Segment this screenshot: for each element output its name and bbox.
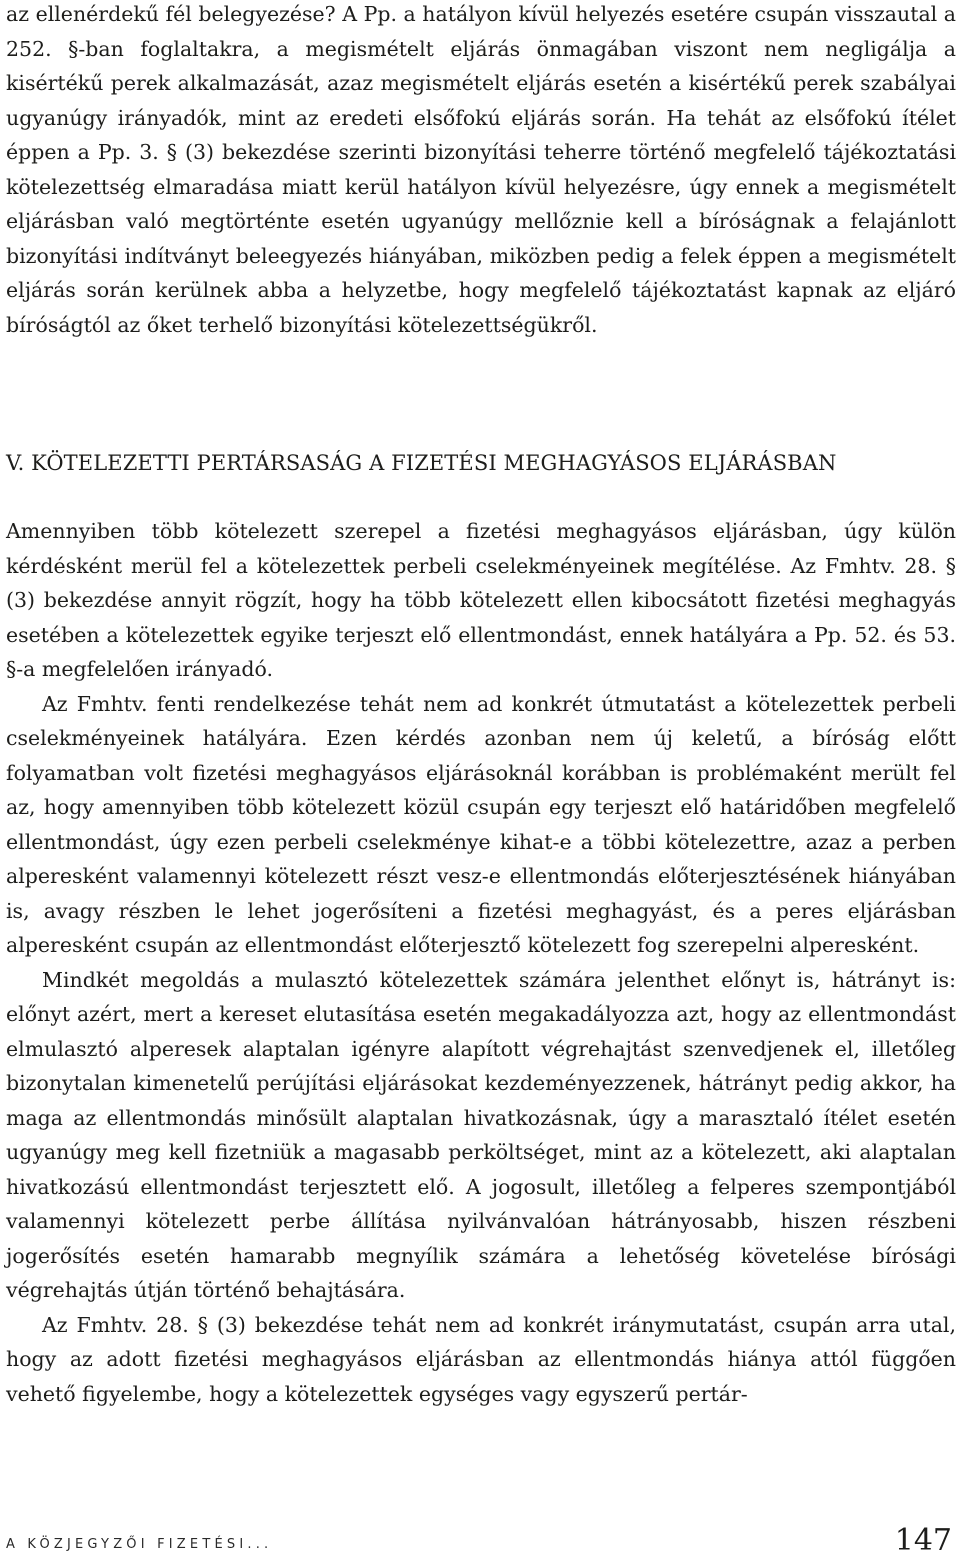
paragraph: Az Fmhtv. fenti rendelkezése tehát nem ad konkrét útmutatást a kötelezettek perbeli cselekményeinek hatályára. Ezen kérdés azonban nem új keletű, a bíróság előtt folyamatban volt fizetési meghagyásos eljárásoknál korábban is problémaként merült fel az, hogy amennyiben több kötelezett közül csupán egy terjeszt elő határidőben megfelelő ellentmondást, úgy ezen perbeli cselekménye kihat-e a többi kötelezettre, azaz a perben alperesként valamennyi kötelezett részt vesz-e ellentmondás előterjesztésének hiányában is, avagy részben le lehet jogerősíteni a fizetési meghagyást, és a peres eljárásban alperesként csupán az ellentmondást előterjesztő kötelezett fog szerepelni alperesként. bbox=[6, 691, 956, 957]
running-title: A KÖZJEGYZŐI FIZETÉSI... bbox=[6, 1537, 273, 1552]
paragraph: Mindkét megoldás a mulasztó kötelezettek számára jelenthet előnyt is, hátrányt is: előnyt azért, mert a kereset elutasítása esetén megakadályozza azt, hogy az ellentmondást elmulasztó alperesek alaptalan igényre alapított végrehajtást szenvedjenek el, illetőleg bizonytalan kimenetelű perújítási eljárásokat kezdeményezzenek, hátrányt pedig akkor, ha maga az ellentmondás minősült alaptalan hivatkozásnak, úgy a marasztaló ítélet esetén ugyanúgy meg kell fizetniük a magasabb perköltséget, mint az a kötelezett, aki alaptalan hivatkozású ellentmondást terjesztett elő. A jogosult, illetőleg a felperes szempontjából valamennyi kötelezett perbe állítása nyilvánvalóan hátrányosabb, hiszen részbeni jogerősítés esetén hamarabb megnyílik számára a lehetőség követelése bírósági végrehajtás útján történő behajtására. bbox=[6, 967, 956, 1302]
paragraph: Amennyiben több kötelezett szerepel a fizetési meghagyásos eljárásban, úgy külön kérdésként merül fel a kötelezettek perbeli cselekményeinek megítélése. Az Fmhtv. 28. § (3) bekezdése annyit rögzít, hogy ha több kötelezett ellen kibocsátott fizetési meghagyás esetében a kötelezettek egyike terjeszt elő ellentmondást, ennek hatályára a Pp. 52. és 53. §-a megfelelően irányadó. bbox=[6, 519, 956, 681]
paragraph-continuation: az ellenérdekű fél belegyezése? A Pp. a hatályon kívül helyezés esetére csupán visszautal a 252. §-ban foglaltakra, a megismételt eljárás önmagában viszont nem negligálja a kisértékű perek alkalmazását, azaz megismételt eljárás esetén a kisértékű perek szabályai ugyanúgy irányadók, mint az eredeti elsőfokú eljárás során. Ha tehát az elsőfokú ítélet éppen a Pp. 3. § (3) bekezdése szerinti bizonyítási teherre történő megfelelő tájékoztatási kötelezettség elmaradása miatt kerül hatályon kívül helyezésre, úgy ennek a megismételt eljárásban való megtörténte esetén ugyanúgy mellőznie kell a bíróságnak a felajánlott bizonyítási indítványt beleegyezés hiányában, miközben pedig a felek éppen a megismételt eljárás során kerülnek abba a helyzetbe, hogy megfelelő tájékoztatást kapnak az eljáró bíróságtól az őket terhelő bizonyítási kötelezettségükről. bbox=[6, 2, 956, 337]
paragraph: Az Fmhtv. 28. § (3) bekezdése tehát nem ad konkrét iránymutatást, csupán arra utal, hogy az adott fizetési meghagyásos eljárásban az ellentmondás hiánya attól függően vehető figyelembe, hogy a kötelezettek egységes vagy egyszerű pertár- bbox=[6, 1312, 956, 1406]
section-body bbox=[6, 514, 956, 1411]
document-page bbox=[6, 0, 956, 1559]
page-footer bbox=[6, 1518, 956, 1558]
page-number: 147 bbox=[894, 1523, 952, 1558]
section-heading: V. KÖTELEZETTI PERTÁRSASÁG A FIZETÉSI MEGHAGYÁSOS ELJÁRÁSBAN bbox=[6, 451, 837, 475]
